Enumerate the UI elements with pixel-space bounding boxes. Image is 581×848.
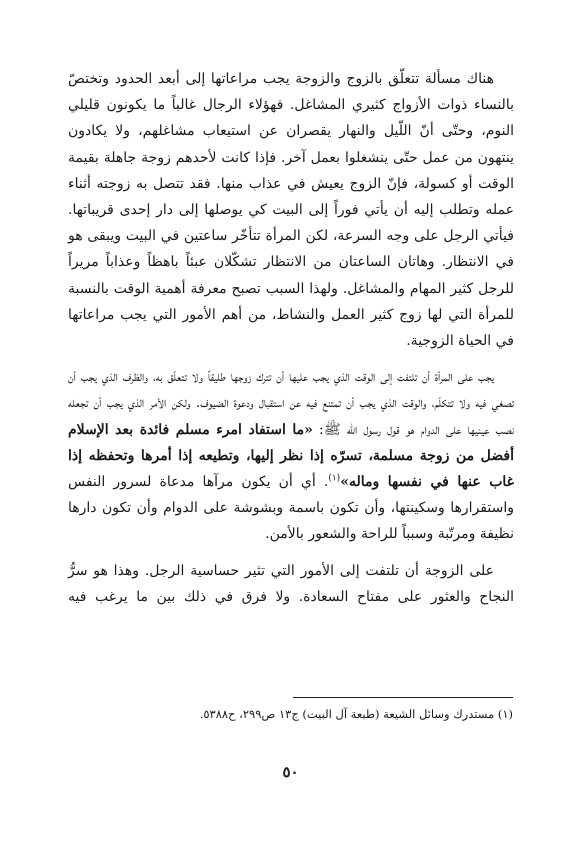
paragraph-2-rest: . أي أن يكون مرآها مدعاة لسرور النفس واستقرارها وسكينتها، وأن تكون باسمة وبشوشة على الدوام وأن تكون دارها نظيفة ومرتّبة وسبباً للراحة والشعور بالأمن. (68, 474, 514, 543)
footnote-reference: (١) (328, 473, 341, 484)
main-text (68, 66, 514, 610)
paragraph-2-intro: يجب على المرأة أن تلتفت إلى الوقت الذي يجب عليها أن تترك زوجها طليقاً ولا تتعلّق به، والظرف الذي يجب أن تصغي فيه ولا تتكلّم، والوقت الذي يجب أن تمتنع فيه عن استقبال ودعوة الضيوف. ولكن الأمر الذي يجب أن تجعله نصب عينيها على الدوام هو قول رسول الله ﷺ: (68, 369, 514, 438)
paragraph-3: على الزوجة أن تلتفت إلى الأمور التي تثير حساسية الرجل. وهذا هو سرُّ النجاح والعثور على مفتاح السعادة. ولا فرق في ذلك بين ما يرغب فيه (68, 562, 514, 605)
hadith-quote: «ما استفاد امرء مسلم فائدة بعد الإسلام أفضل من زوجة مسلمة، تسرّه إذا نظر إليها، وتطيعه إذا أمرها وتحفظه إذا غاب عنها في نفسها وماله» (68, 421, 515, 491)
paragraph-2 (68, 364, 514, 547)
page-number: ٥٠ (282, 763, 299, 781)
footnote-divider (293, 697, 513, 698)
paragraph-1: هناك مسألة تتعلّق بالزوج والزوجة يجب مراعاتها إلى أبعد الحدود وتختصّ بالنساء ذوات الأزواج كثيري المشاغل. فهؤلاء الرجال غالباً ما يكونون قليلي النوم، وحتّى أنّ اللّيل والنهار يقصران عن استيعاب مشاغلهم، ولا يكادون ينتهون من عمل حتّى ينشغلوا بعمل آخر. فإذا كانت لأحدهم زوجة جاهلة بقيمة الوقت أو كسولة، فإنّ الزوج يعيش في عذاب منها. فقد تتصل به زوجته أثناء عمله وتطلب إليه أن يأتي فوراً إلى البيت كي يوصلها إلى دار إحدى قريباتها. فيأتي الرجل على وجه السرعة، لكن المرأة تتأخّر ساعتين في البيت ويبقى هو في الانتظار. وهاتان الساعتان من الانتظار تشكّلان عبئاً باهظاً وعذاباً مريراً للرجل كثير المهام والمشاغل. ولهذا السبب تصبح معرفة أهمية الوقت بالنسبة للمرأة التي لها زوج كثير العمل والنشاط، من أهم الأمور التي يجب مراعاتها في الحياة الزوجية. (68, 71, 514, 350)
footnote: (١) مستدرك وسائل الشيعة (طبعة آل البيت) ج١٣ ص٢٩٩، ح٥٣٨٨. (199, 707, 513, 721)
